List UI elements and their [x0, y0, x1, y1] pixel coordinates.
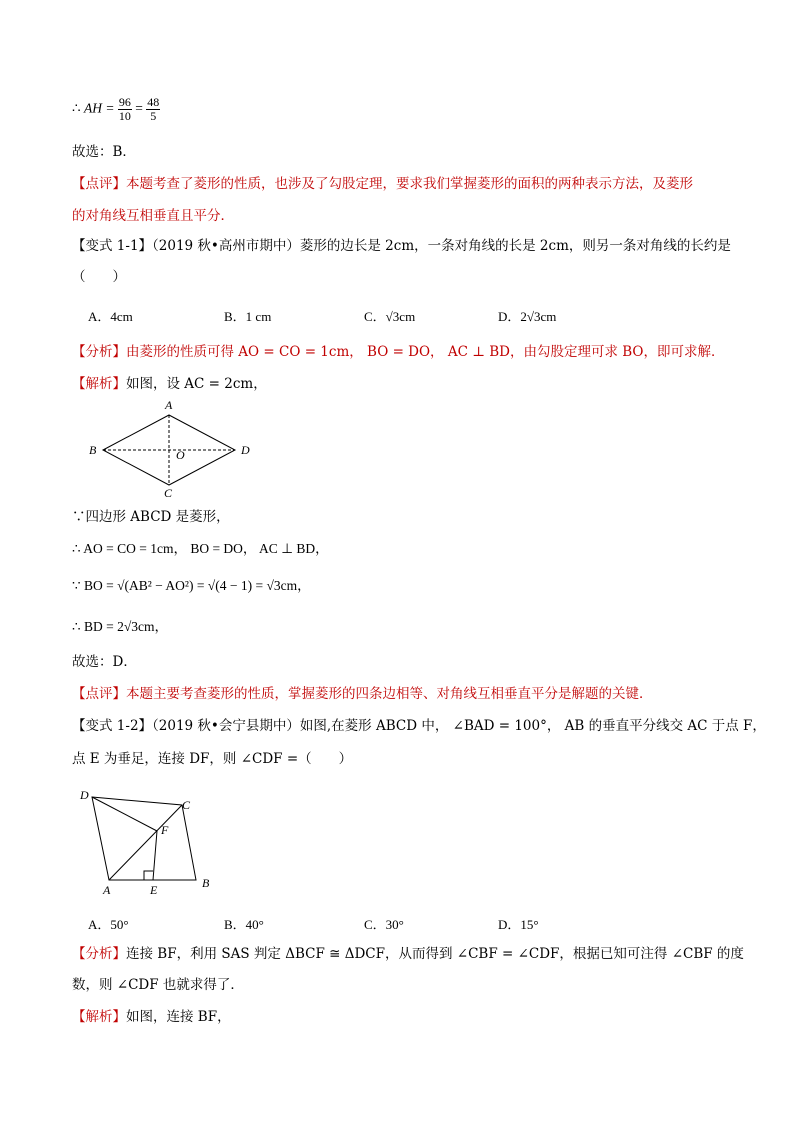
variant-tag: 【变式 1-1】 — [72, 238, 153, 254]
analysis-text: 连接 BF，利用 SAS 判定 ΔBCF ≅ ΔDCF，从而得到 ∠CBF = ∠CDF，根据已知可注得 ∠CBF 的度 — [126, 946, 744, 962]
option-c: C．√3cm — [364, 309, 416, 324]
step-2: ∴ AO = CO = 1cm， BO = DO， AC ⊥ BD， — [72, 541, 329, 556]
solution-1 — [72, 375, 267, 393]
solution-text: 如图，连接 BF， — [126, 1009, 231, 1025]
rhombus-diagram — [80, 394, 270, 504]
analysis-2-line-2: 数，则 ∠CDF 也就求得了． — [72, 977, 244, 993]
analysis-tag: 【分析】 — [72, 946, 126, 962]
variant-tag: 【变式 1-2】 — [72, 718, 153, 734]
label-c: C — [182, 798, 191, 812]
option-b: B．1 cm — [224, 309, 272, 324]
fraction-48-5 — [146, 96, 160, 123]
comment-tag: 【点评】 — [72, 686, 126, 702]
comment-tag: 【点评】 — [72, 176, 126, 192]
step-5: 故选：D． — [72, 654, 137, 670]
fraction-denominator: 5 — [150, 109, 157, 123]
equals-sign: = — [135, 100, 143, 116]
label-a: A — [103, 883, 111, 896]
comment-2 — [72, 685, 653, 703]
solution-tag: 【解析】 — [72, 376, 126, 392]
label-b: B — [202, 876, 210, 890]
answer-line-1: 故选：B． — [72, 144, 136, 160]
option-a: A．50° — [88, 917, 129, 932]
fraction-numerator: 96 — [118, 95, 131, 109]
label-c: C — [164, 486, 173, 500]
variant-text: （2019 秋•会宁县期中）如图,在菱形 ABCD 中， ∠BAD = 100°， AB 的垂直平分线交 AC 于点 F， — [152, 718, 766, 734]
option-c: C．30° — [364, 917, 404, 932]
fraction-denominator: 10 — [118, 109, 131, 123]
fraction-96-10 — [118, 96, 132, 123]
variant-1-2-line-2: 点 E 为垂足，连接 DF，则 ∠CDF =（ ） — [72, 751, 353, 767]
label-b: B — [89, 443, 97, 457]
analysis-text: 由菱形的性质可得 AO = CO = 1cm， BO = DO， AC ⊥ BD，由勾股定理可求 BO，即可求解． — [126, 344, 725, 360]
analysis-2-line-1 — [72, 945, 744, 963]
option-a: A．4cm — [88, 309, 133, 324]
label-o: O — [176, 448, 185, 462]
comment-1-line-2: 的对角线互相垂直且平分． — [72, 208, 234, 224]
comment-text: 本题主要考查菱形的性质，掌握菱形的四条边相等、对角线互相垂直平分是解题的关键． — [126, 686, 653, 702]
comment-text: 本题考查了菱形的性质，也涉及了勾股定理，要求我们掌握菱形的面积的两种表示方法，及菱形 — [126, 176, 693, 192]
label-d: D — [241, 443, 250, 457]
label-e: E — [150, 883, 158, 896]
ah-equation — [72, 96, 160, 123]
solution-2 — [72, 1008, 231, 1026]
analysis-1 — [72, 343, 724, 361]
step-3: ∵ BO = √(AB² − AO²) = √(4 − 1) = √3cm， — [72, 578, 311, 593]
option-d: D．15° — [498, 917, 539, 932]
step-4: ∴ BD = 2√3cm， — [72, 619, 168, 634]
therefore-symbol: ∴ — [72, 100, 81, 116]
rhombus-abcd-diagram — [74, 784, 224, 896]
variant-text: （2019 秋•高州市期中）菱形的边长是 2cm，一条对角线的长是 2cm，则另一条对角线的长约是 — [152, 238, 731, 254]
variant-1-2-line-1 — [72, 717, 766, 735]
variant-1-1-line-2: （ ） — [72, 269, 126, 285]
option-d: D．2√3cm — [498, 309, 557, 324]
variant-1-1-line-1 — [72, 237, 731, 255]
label-d: D — [80, 788, 89, 802]
label-f: F — [161, 823, 169, 837]
solution-tag: 【解析】 — [72, 1009, 126, 1025]
label-a: A — [165, 398, 173, 412]
fraction-numerator: 48 — [147, 95, 160, 109]
comment-1-line-1 — [72, 175, 693, 193]
solution-text: 如图，设 AC = 2cm， — [126, 376, 267, 392]
analysis-tag: 【分析】 — [72, 344, 126, 360]
option-b: B．40° — [224, 917, 264, 932]
ah-lhs: AH = — [83, 100, 115, 116]
step-1: ∵四边形 ABCD 是菱形， — [72, 509, 230, 525]
